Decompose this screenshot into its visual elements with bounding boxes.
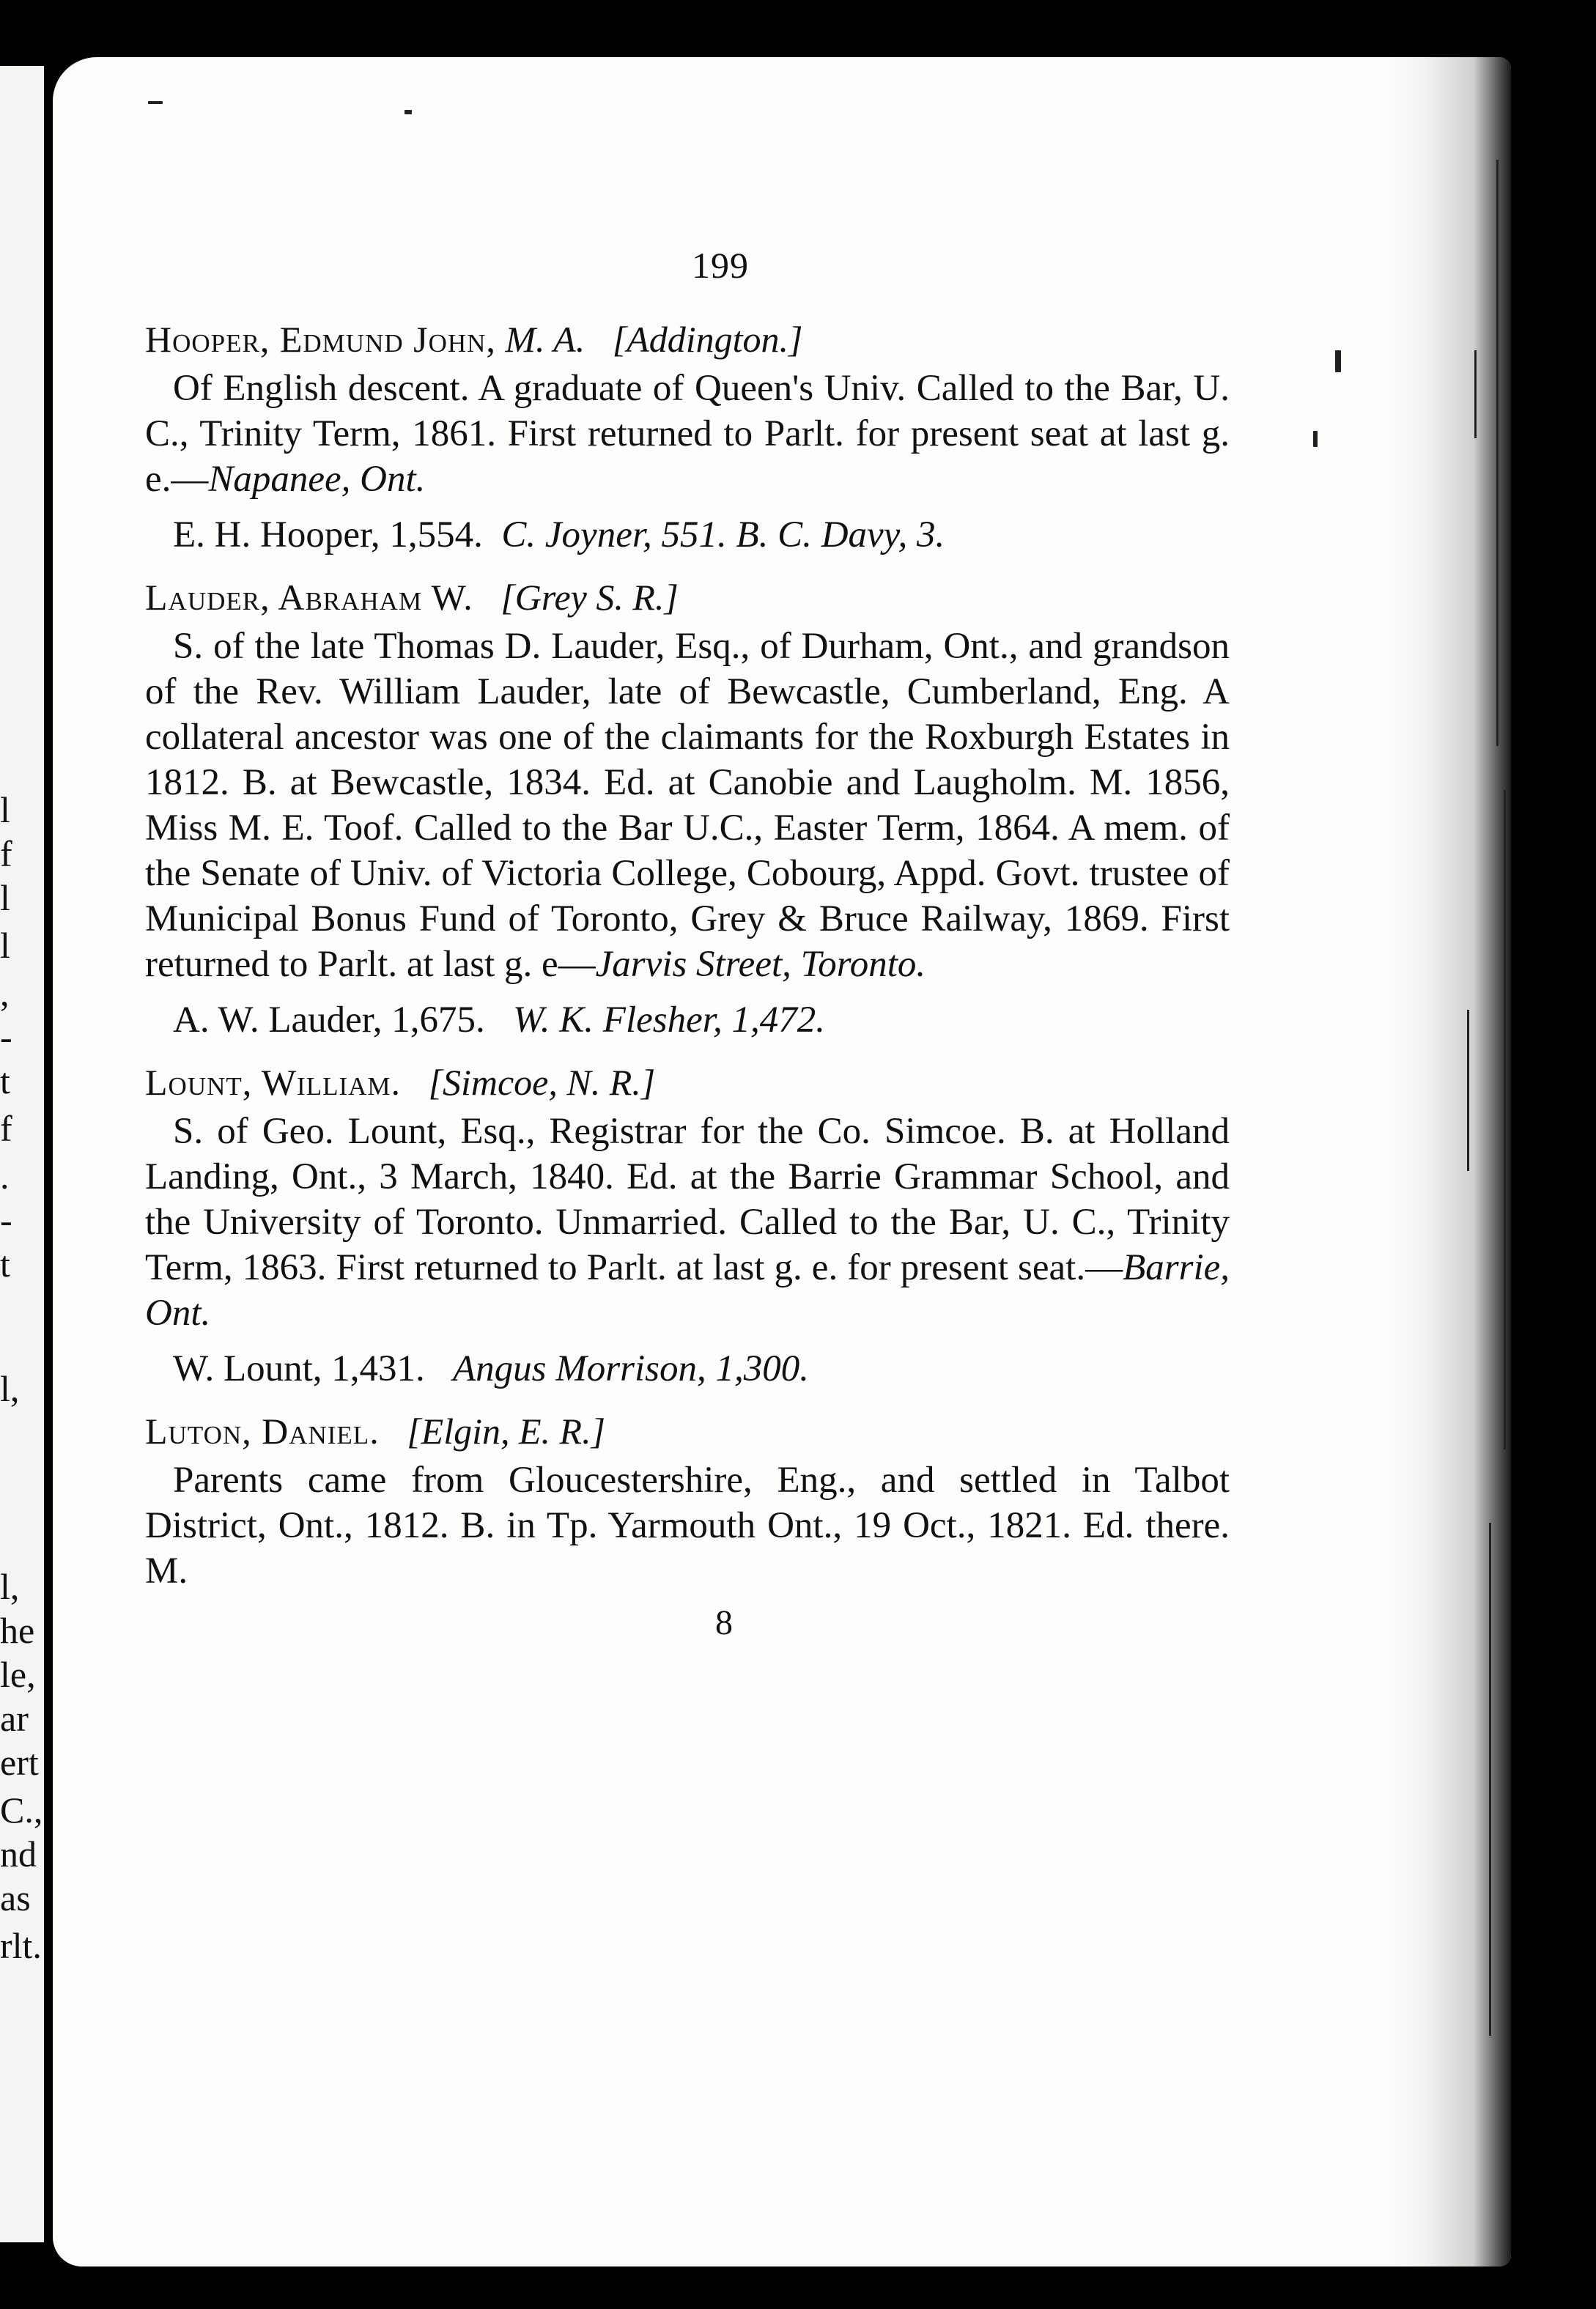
election-result [145,997,1230,1043]
margin-fragment: l, [0,1370,20,1407]
signature-mark: 8 [715,1603,733,1642]
margin-fragment: ert [0,1744,39,1781]
biography-text [145,1109,1230,1336]
adjacent-page-edge [0,66,44,2242]
margin-fragment: ar [0,1700,29,1737]
member-name: Lauder, Abraham W. [145,577,473,618]
member-degree: M. A. [505,319,585,360]
entry-heading [145,574,1230,621]
biography-entry [145,1059,1230,1392]
bio-address: Barrie, Ont. [145,1247,1230,1334]
riding: [Elgin, E. R.] [407,1411,606,1452]
margin-fragment: rlt. [0,1927,42,1964]
biography-entry [145,316,1230,558]
other-votes: C. Joyner, 551. B. C. Davy, 3. [501,514,945,555]
margin-fragment: l, [0,1568,20,1605]
book-page [53,57,1511,2266]
margin-fragment: f [0,835,12,872]
member-name: Lount, William. [145,1062,402,1103]
margin-fragment: as [0,1880,31,1916]
scan-speck [1335,350,1341,372]
margin-fragment: he [0,1612,35,1649]
other-votes: W. K. Flesher, 1,472. [512,1000,825,1041]
election-result [145,512,1230,558]
margin-fragment: C., [0,1792,43,1828]
page-gutter-shadow [1386,57,1511,2266]
election-result [145,1346,1230,1392]
winner-votes: A. W. Lauder, 1,675. [173,1000,485,1041]
margin-fragment: t [0,1063,10,1099]
margin-fragment: - [0,1202,12,1238]
margin-fragment: nd [0,1836,37,1872]
margin-fragment: , [0,975,10,1011]
biography-text [145,366,1230,502]
riding: [Simcoe, N. R.] [428,1062,656,1103]
winner-votes: E. H. Hooper, 1,554. [173,514,483,555]
bio-body: Of English descent. A graduate of Queen's Univ. Called to the Bar, U. C., Trinity Term, 1861. First returned to Parlt. for present seat at last g. e.— [145,368,1230,500]
member-name: Hooper, Edmund John, [145,319,496,360]
biography-text [145,1458,1230,1594]
winner-votes: W. Lount, 1,431. [173,1348,425,1389]
margin-fragment: l [0,879,10,916]
bio-body: S. of Geo. Lount, Esq., Registrar for the Co. Simcoe. B. at Holland Landing, Ont., 3 March, 1840. Ed. at the Barrie Grammar School, and the University of Toronto. Unmarried. Called to the Bar, U. C., Trinity Term, 1863. First returned to Parlt. at last g. e. for present seat.— [145,1111,1230,1288]
margin-fragment: t [0,1246,10,1282]
bio-address: Jarvis Street, Toronto. [595,944,926,985]
scan-speck [404,110,412,114]
margin-fragment: - [0,1019,12,1055]
bio-address: Napanee, Ont. [208,459,426,500]
margin-fragment: f [0,1110,12,1147]
entry-heading [145,316,1230,363]
text-column [145,204,1230,1643]
biography-entry [145,574,1230,1043]
bio-body: Parents came from Gloucestershire, Eng., and settled in Talbot District, Ont., 1812. B. in Tp. Yarmouth Ont., 19 Oct., 1821. Ed. there. M. [145,1460,1230,1592]
riding: [Addington.] [612,319,803,360]
page-number: 199 [692,245,749,286]
member-name: Luton, Daniel. [145,1411,380,1452]
scan-speck [1313,431,1318,447]
riding: [Grey S. R.] [500,577,679,618]
bio-body: S. of the late Thomas D. Lauder, Esq., of Durham, Ont., and grandson of the Rev. William Lauder, late of Bewcastle, Cumberland, Eng. A collateral ancestor was one of the claimants for the Roxburgh Estates in 1812. B. at Bewcastle, 1834. Ed. at Canobie and Laugholm. M. 1856, Miss M. E. Toof. Called to the Bar U.C., Easter Term, 1864. A mem. of the Senate of Univ. of Victoria College, Cobourg, Appd. Govt. trustee of Municipal Bonus Fund of Toronto, Grey & Bruce Railway, 1869. First returned to Parlt. at last g. e— [145,626,1230,985]
margin-fragment: le, [0,1656,36,1693]
margin-fragment: l [0,927,10,964]
margin-fragment: . [0,1158,10,1194]
biography-text [145,624,1230,987]
margin-fragment: l [0,791,10,828]
entry-heading [145,1408,1230,1455]
scan-speck [148,101,163,104]
biography-entry [145,1408,1230,1594]
entry-heading [145,1059,1230,1106]
other-votes: Angus Morrison, 1,300. [453,1348,809,1389]
